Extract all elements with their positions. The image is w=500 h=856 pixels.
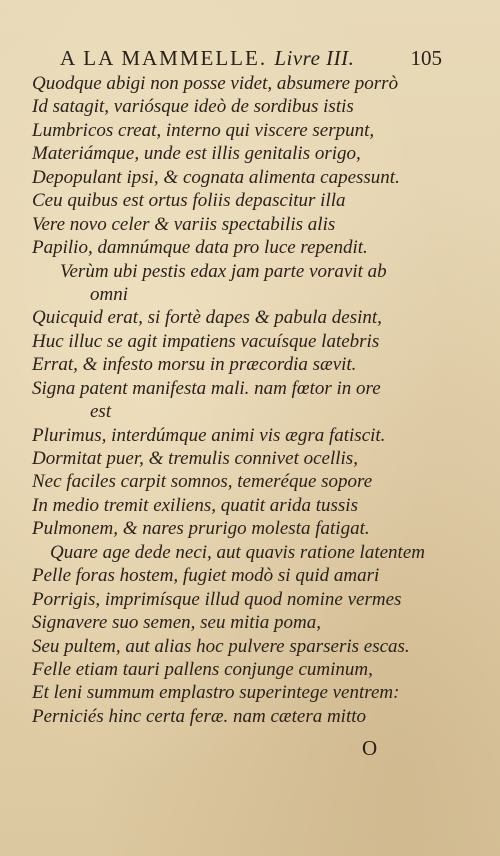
verse-line: Materiámque, unde est illis genitalis origo,	[32, 143, 361, 165]
verse-line: omni	[90, 283, 128, 305]
verse-line: Quodque abigi non posse videt, absumere porrò	[32, 73, 399, 94]
page-header	[60, 46, 442, 72]
verse-line: Dormitat puer, & tremulis connivet ocellis,	[32, 448, 358, 469]
verse-line: Papilio, damnúmque data pro luce rependit.	[32, 237, 368, 259]
verse-line: est	[90, 401, 112, 423]
verse-line: Depopulant ipsi, & cognata alimenta capessunt.	[32, 166, 400, 188]
verse-line: Perniciés hinc certa feræ. nam cætera mitto	[32, 705, 367, 727]
verse-line: Pelle foras hostem, fugiet modò si quid amari	[32, 565, 380, 587]
verse-line: Pulmonem, & nares prurigo molesta fatigat.	[32, 518, 370, 540]
verse-line: In medio tremit exiliens, quatit arida tussis	[32, 494, 358, 516]
verse-line: Signavere suo semen, seu mitia poma,	[32, 612, 321, 634]
verse-line: Id satagit, variósque ideò de sordibus istis	[32, 96, 354, 118]
verse-line: Quicquid erat, si fortè dapes & pabula desint,	[32, 307, 382, 329]
verse-line: Verùm ubi pestis edax jam parte voravit ab	[60, 260, 387, 282]
verse-line: Lumbricos creat, interno qui viscere serpunt,	[32, 119, 375, 141]
verse-line: Quare age dede neci, aut quavis ratione latentem	[50, 541, 425, 563]
catchword: O	[362, 736, 378, 760]
verse-line: Et leni summum emplastro superintege ventrem:	[32, 682, 400, 704]
running-title-text: A LA MAMMELLE.	[60, 46, 268, 70]
running-title	[60, 46, 354, 71]
verse-line: Ceu quibus est ortus foliis depascitur illa	[32, 190, 346, 212]
verse-line: Signa patent manifesta mali. nam fœtor in ore	[32, 377, 381, 399]
verse-line: Seu pultem, aut alias hoc pulvere sparseris escas.	[32, 635, 410, 657]
verse-line: Felle etiam tauri pallens conjunge cuminum,	[32, 658, 373, 680]
verse-line: Plurimus, interdúmque animi vis ægra fatiscit.	[32, 424, 386, 446]
verse-line: Vere novo celer & variis spectabilis alis	[32, 213, 336, 235]
verse-line: Porrigis, imprimísque illud quod nomine vermes	[32, 588, 402, 610]
book-label: Livre III.	[274, 46, 355, 70]
verse-line: Huc illuc se agit impatiens vacuísque latebris	[32, 330, 380, 352]
verse-line: Nec faciles carpit somnos, temeréque sopore	[32, 471, 373, 493]
verse-line: Errat, & infesto morsu in præcordia sævit.	[32, 354, 357, 376]
page-number: 105	[410, 46, 442, 70]
poem-text	[32, 72, 462, 728]
